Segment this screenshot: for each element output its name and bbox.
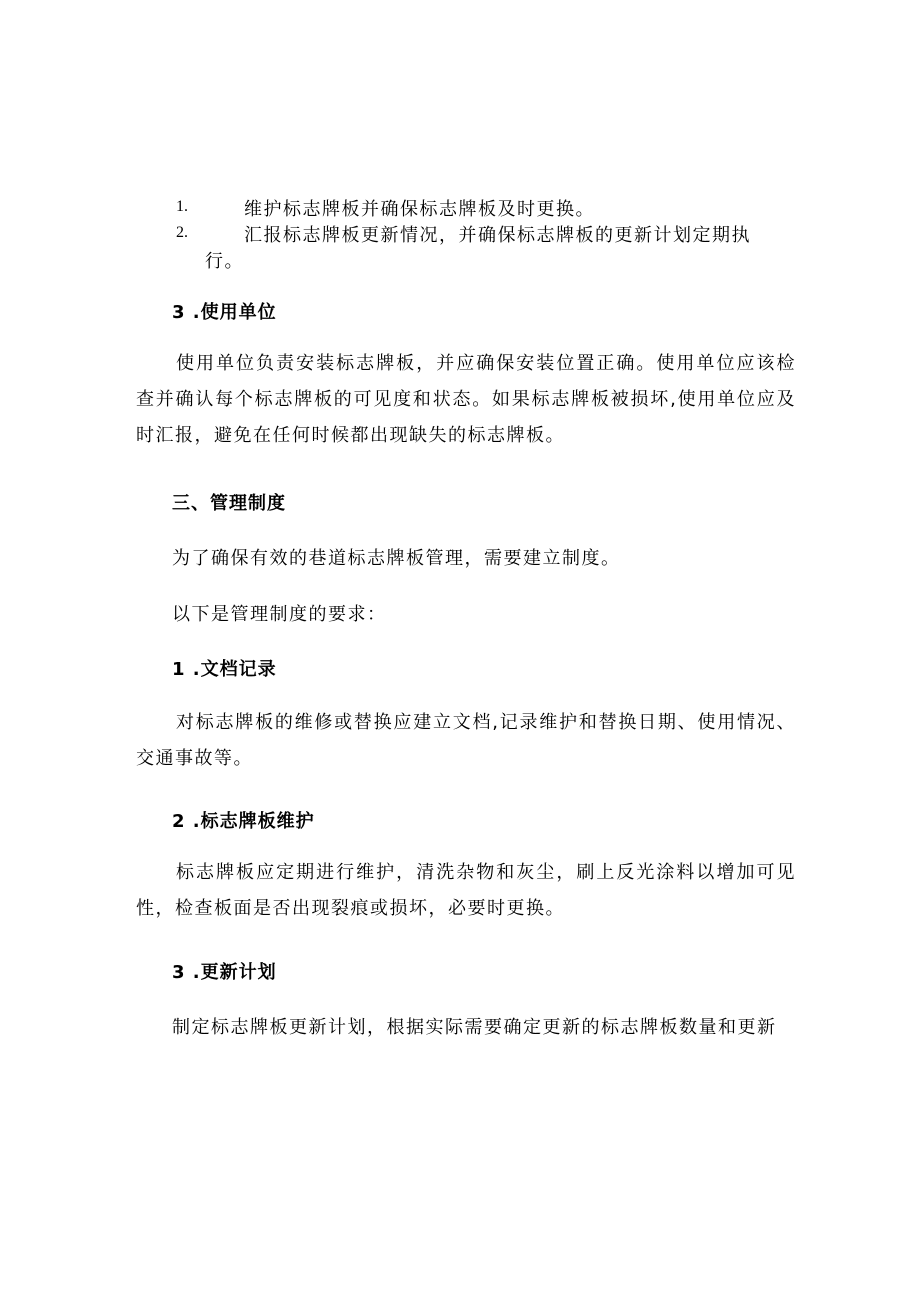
paragraph-management-intro: 为了确保有效的巷道标志牌板管理，需要建立制度。 <box>172 548 621 569</box>
list-number-2: 2. <box>176 224 188 241</box>
list-item-2-continuation: 行。 <box>205 251 244 272</box>
section-heading-update-plan: 3 .更新计划 <box>172 962 277 983</box>
paragraph-management-requirements: 以下是管理制度的要求： <box>172 604 387 625</box>
section-heading-user-unit: 3 .使用单位 <box>172 302 277 323</box>
list-number-1: 1. <box>176 198 188 215</box>
section-heading-documentation: 1 .文档记录 <box>172 659 277 680</box>
paragraph-documentation: 对标志牌板的维修或替换应建立文档,记录维护和替换日期、使用情况、交通事故等。 <box>136 712 796 769</box>
list-item-2-text: 汇报标志牌板更新情况，并确保标志牌板的更新计划定期执 <box>244 225 751 246</box>
section-heading-maintenance: 2 .标志牌板维护 <box>172 811 315 832</box>
list-item-1-text: 维护标志牌板并确保标志牌板及时更换。 <box>244 199 595 220</box>
paragraph-user-unit: 使用单位负责安装标志牌板，并应确保安装位置正确。使用单位应该检查并确认每个标志牌板的可见度和状态。如果标志牌板被损坏,使用单位应及时汇报，避免在任何时候都出现缺失的标志牌板。 <box>136 353 796 446</box>
paragraph-maintenance: 标志牌板应定期进行维护，清洗杂物和灰尘，刷上反光涂料以增加可见性，检查板面是否出现裂痕或损坏，必要时更换。 <box>136 862 796 919</box>
paragraph-update-plan: 制定标志牌板更新计划，根据实际需要确定更新的标志牌板数量和更新 <box>172 1017 777 1038</box>
section-heading-management: 三、管理制度 <box>172 493 286 514</box>
